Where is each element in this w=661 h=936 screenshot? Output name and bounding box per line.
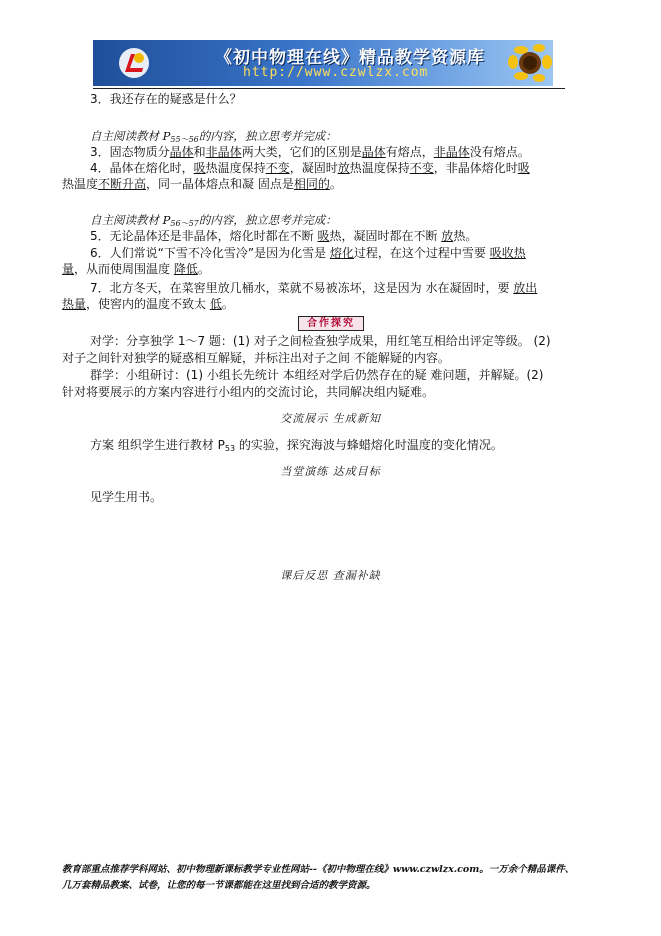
section-cooperative-heading: 合作探究	[298, 316, 364, 331]
duixue-line-2: 对子之间针对独学的疑惑相互解疑，并标注出对子之间 不能解疑的内容。	[62, 351, 450, 365]
logo-icon	[117, 46, 151, 80]
item-3: 3．固态物质分晶体和非晶体两大类，它们的区别是晶体有熔点，非晶体没有熔点。	[90, 145, 530, 159]
item-6: 6．人们常说“下雪不冷化雪冷”是因为化雪是 熔化过程，在这个过程中雪要 吸收热	[90, 246, 526, 260]
footer	[62, 862, 602, 894]
reading-note-2: 自主阅读教材 $P_{56\sim 57}$的内容，独立思考并完成：	[90, 213, 337, 228]
question-3: 3．我还存在的疑惑是什么？	[90, 92, 242, 106]
duixue-line-1: 对学：分享独学 1～7 题：(1) 对子之间检查独学成果，用红笔互相给出评定等级。 (2)	[90, 334, 551, 348]
qunxue-line-1: 群学：小组研讨：(1) 小组长先统计 本组经对学后仍然存在的疑 难问题，并解疑。(2)	[90, 368, 544, 382]
footer-line-1: 教育部重点推荐学科网站、初中物理新课标教学专业性网站--《初中物理在线》www.czwlzx.com。一万余个精品课件、	[62, 864, 575, 875]
qunxue-line-2: 针对将要展示的方案内容进行小组内的交流讨论，共同解决组内疑难。	[62, 385, 435, 399]
header-url[interactable]: http://www.czwlzx.com	[243, 65, 429, 80]
section-practice-heading: 当堂演练 达成目标	[280, 465, 381, 478]
item-5: 5．无论晶体还是非晶体，熔化时都在不断 吸热，凝固时都在不断 放热。	[90, 229, 478, 243]
section-show-heading: 交流展示 生成新知	[280, 412, 381, 425]
sunflower-icon	[473, 40, 553, 86]
reading-note-1: 自主阅读教材 $P_{55\sim 56}$的内容，独立思考并完成：	[90, 129, 337, 144]
item-4: 4．晶体在熔化时，吸热温度保持不变，凝固时放热温度保持不变，非晶体熔化时吸	[90, 161, 530, 175]
footer-line-2: 几万套精品教案、试卷，让您的每一节课都能在这里找到合适的教学资源。	[62, 880, 376, 891]
item-7-cont: 热量，使窖内的温度不致太 低。	[62, 297, 234, 311]
item-4-cont: 热温度不断升高，同一晶体熔点和凝 固点是相同的。	[62, 177, 342, 191]
header-banner	[93, 40, 553, 86]
section-reflect-heading: 课后反思 查漏补缺	[280, 569, 381, 582]
header-title: 《初中物理在线》精品教学资源库	[215, 48, 485, 68]
fangan: 方案 组织学生进行教材 $P_{53}$ 的实验，探究海波与蜂蜡熔化时温度的变化情况。	[90, 438, 503, 453]
item-7: 7．北方冬天，在菜窖里放几桶水，菜就不易被冻坏，这是因为 水在凝固时，要 放出	[90, 281, 538, 295]
item-6-cont: 量，从而使周围温度 降低。	[62, 262, 210, 276]
header-rule	[93, 88, 565, 89]
see-student-book: 见学生用书。	[90, 490, 163, 504]
